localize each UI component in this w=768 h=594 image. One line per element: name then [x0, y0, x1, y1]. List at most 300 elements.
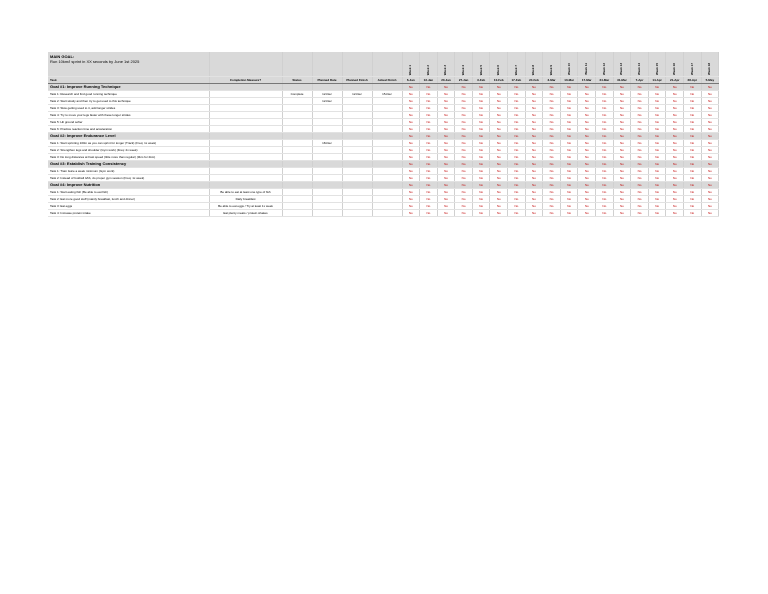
- week-status-cell[interactable]: No: [560, 91, 578, 98]
- week-status-cell[interactable]: No: [437, 175, 455, 182]
- actual-finish-cell[interactable]: [372, 140, 402, 147]
- week-status-cell[interactable]: No: [560, 203, 578, 210]
- week-status-cell[interactable]: No: [525, 119, 543, 126]
- week-status-cell[interactable]: No: [613, 168, 631, 175]
- week-status-cell[interactable]: No: [578, 126, 596, 133]
- week-status-cell[interactable]: No: [490, 126, 508, 133]
- task-label[interactable]: Task 2: Strengthen legs and shoulder (Gym work) (Freq: 2x week): [48, 147, 209, 154]
- week-status-cell[interactable]: No: [596, 91, 614, 98]
- planned-finish-cell[interactable]: 12-Dec: [342, 91, 372, 98]
- week-status-cell[interactable]: No: [684, 210, 702, 217]
- week-status-cell[interactable]: No: [543, 168, 561, 175]
- week-status-cell[interactable]: No: [402, 210, 420, 217]
- week-status-cell[interactable]: No: [684, 154, 702, 161]
- week-status-cell[interactable]: No: [508, 182, 526, 189]
- week-status-cell[interactable]: No: [648, 210, 666, 217]
- week-status-cell[interactable]: No: [560, 189, 578, 196]
- actual-finish-cell[interactable]: [372, 154, 402, 161]
- week-status-cell[interactable]: No: [613, 175, 631, 182]
- actual-finish-cell[interactable]: [372, 126, 402, 133]
- planned-finish-cell[interactable]: [342, 189, 372, 196]
- week-status-cell[interactable]: No: [631, 84, 649, 91]
- week-status-cell[interactable]: No: [490, 196, 508, 203]
- week-status-cell[interactable]: No: [455, 98, 473, 105]
- week-status-cell[interactable]: No: [472, 112, 490, 119]
- completion-measure-cell[interactable]: [209, 168, 282, 175]
- actual-finish-cell[interactable]: [372, 210, 402, 217]
- week-status-cell[interactable]: No: [402, 126, 420, 133]
- week-status-cell[interactable]: No: [420, 147, 438, 154]
- week-status-cell[interactable]: No: [455, 182, 473, 189]
- week-status-cell[interactable]: No: [701, 147, 719, 154]
- week-status-cell[interactable]: No: [420, 161, 438, 168]
- week-status-cell[interactable]: No: [560, 161, 578, 168]
- status-cell[interactable]: [282, 189, 312, 196]
- week-status-cell[interactable]: No: [420, 182, 438, 189]
- planned-finish-cell[interactable]: [342, 98, 372, 105]
- week-status-cell[interactable]: No: [455, 154, 473, 161]
- week-status-cell[interactable]: No: [525, 154, 543, 161]
- week-status-cell[interactable]: No: [402, 189, 420, 196]
- week-status-cell[interactable]: No: [490, 105, 508, 112]
- week-status-cell[interactable]: No: [437, 140, 455, 147]
- planned-finish-cell[interactable]: [342, 126, 372, 133]
- week-status-cell[interactable]: No: [666, 168, 684, 175]
- week-status-cell[interactable]: No: [648, 168, 666, 175]
- planned-date-cell[interactable]: 18-Dec: [312, 140, 342, 147]
- week-status-cell[interactable]: No: [543, 161, 561, 168]
- planned-date-cell[interactable]: [312, 147, 342, 154]
- task-label[interactable]: Task 1: Train twice a week minimum (Gym work): [48, 168, 209, 175]
- task-label[interactable]: Task 5: Hit ground softer: [48, 119, 209, 126]
- week-status-cell[interactable]: No: [666, 189, 684, 196]
- week-status-cell[interactable]: No: [613, 112, 631, 119]
- week-status-cell[interactable]: No: [543, 147, 561, 154]
- status-cell[interactable]: [282, 168, 312, 175]
- planned-finish-cell[interactable]: [342, 119, 372, 126]
- week-status-cell[interactable]: No: [437, 126, 455, 133]
- week-status-cell[interactable]: No: [472, 196, 490, 203]
- week-status-cell[interactable]: No: [613, 119, 631, 126]
- planned-date-cell[interactable]: [312, 175, 342, 182]
- week-status-cell[interactable]: No: [508, 175, 526, 182]
- week-status-cell[interactable]: No: [490, 133, 508, 140]
- week-status-cell[interactable]: No: [648, 161, 666, 168]
- week-status-cell[interactable]: No: [560, 119, 578, 126]
- week-status-cell[interactable]: No: [684, 112, 702, 119]
- week-status-cell[interactable]: No: [701, 98, 719, 105]
- week-status-cell[interactable]: No: [631, 182, 649, 189]
- week-status-cell[interactable]: No: [508, 98, 526, 105]
- week-status-cell[interactable]: No: [508, 140, 526, 147]
- week-status-cell[interactable]: No: [525, 98, 543, 105]
- week-status-cell[interactable]: No: [578, 133, 596, 140]
- week-status-cell[interactable]: No: [472, 210, 490, 217]
- week-status-cell[interactable]: No: [455, 105, 473, 112]
- week-status-cell[interactable]: No: [648, 189, 666, 196]
- week-status-cell[interactable]: No: [543, 105, 561, 112]
- week-status-cell[interactable]: No: [455, 147, 473, 154]
- week-status-cell[interactable]: No: [578, 189, 596, 196]
- week-status-cell[interactable]: No: [525, 161, 543, 168]
- week-status-cell[interactable]: No: [648, 154, 666, 161]
- week-status-cell[interactable]: No: [613, 133, 631, 140]
- week-status-cell[interactable]: No: [543, 84, 561, 91]
- week-status-cell[interactable]: No: [631, 126, 649, 133]
- week-status-cell[interactable]: No: [596, 168, 614, 175]
- week-status-cell[interactable]: No: [472, 182, 490, 189]
- week-status-cell[interactable]: No: [631, 161, 649, 168]
- status-cell[interactable]: [282, 98, 312, 105]
- week-status-cell[interactable]: No: [420, 133, 438, 140]
- week-status-cell[interactable]: No: [613, 210, 631, 217]
- week-status-cell[interactable]: No: [560, 133, 578, 140]
- week-status-cell[interactable]: No: [402, 105, 420, 112]
- week-status-cell[interactable]: No: [666, 203, 684, 210]
- planned-date-cell[interactable]: [312, 189, 342, 196]
- week-status-cell[interactable]: No: [455, 112, 473, 119]
- week-status-cell[interactable]: No: [684, 98, 702, 105]
- week-status-cell[interactable]: No: [455, 140, 473, 147]
- week-status-cell[interactable]: No: [578, 168, 596, 175]
- week-status-cell[interactable]: No: [472, 119, 490, 126]
- week-status-cell[interactable]: No: [560, 147, 578, 154]
- week-status-cell[interactable]: No: [701, 119, 719, 126]
- week-status-cell[interactable]: No: [596, 210, 614, 217]
- week-status-cell[interactable]: No: [560, 175, 578, 182]
- week-status-cell[interactable]: No: [525, 126, 543, 133]
- week-status-cell[interactable]: No: [631, 196, 649, 203]
- week-status-cell[interactable]: No: [701, 175, 719, 182]
- completion-measure-cell[interactable]: Be able to eat at least one type of fish: [209, 189, 282, 196]
- week-status-cell[interactable]: No: [631, 203, 649, 210]
- week-status-cell[interactable]: No: [648, 126, 666, 133]
- week-status-cell[interactable]: No: [437, 98, 455, 105]
- week-status-cell[interactable]: No: [684, 140, 702, 147]
- week-status-cell[interactable]: No: [472, 140, 490, 147]
- planned-date-cell[interactable]: [312, 119, 342, 126]
- week-status-cell[interactable]: No: [543, 203, 561, 210]
- week-status-cell[interactable]: No: [648, 112, 666, 119]
- week-status-cell[interactable]: No: [402, 203, 420, 210]
- completion-measure-cell[interactable]: [209, 140, 282, 147]
- week-status-cell[interactable]: No: [613, 154, 631, 161]
- week-status-cell[interactable]: No: [472, 98, 490, 105]
- week-status-cell[interactable]: No: [525, 91, 543, 98]
- week-status-cell[interactable]: No: [455, 133, 473, 140]
- status-cell[interactable]: Complete: [282, 91, 312, 98]
- week-status-cell[interactable]: No: [525, 112, 543, 119]
- week-status-cell[interactable]: No: [543, 119, 561, 126]
- week-status-cell[interactable]: No: [701, 210, 719, 217]
- week-status-cell[interactable]: No: [525, 133, 543, 140]
- week-status-cell[interactable]: No: [437, 203, 455, 210]
- week-status-cell[interactable]: No: [508, 210, 526, 217]
- week-status-cell[interactable]: No: [490, 189, 508, 196]
- week-status-cell[interactable]: No: [578, 98, 596, 105]
- week-status-cell[interactable]: No: [560, 105, 578, 112]
- week-status-cell[interactable]: No: [648, 91, 666, 98]
- week-status-cell[interactable]: No: [596, 154, 614, 161]
- week-status-cell[interactable]: No: [508, 119, 526, 126]
- week-status-cell[interactable]: No: [437, 168, 455, 175]
- week-status-cell[interactable]: No: [596, 175, 614, 182]
- planned-date-cell[interactable]: [312, 112, 342, 119]
- week-status-cell[interactable]: No: [455, 189, 473, 196]
- week-status-cell[interactable]: No: [613, 84, 631, 91]
- status-cell[interactable]: [282, 175, 312, 182]
- week-status-cell[interactable]: No: [684, 84, 702, 91]
- week-status-cell[interactable]: No: [490, 91, 508, 98]
- week-status-cell[interactable]: No: [543, 98, 561, 105]
- actual-finish-cell[interactable]: [372, 105, 402, 112]
- week-status-cell[interactable]: No: [666, 175, 684, 182]
- status-cell[interactable]: [282, 105, 312, 112]
- week-status-cell[interactable]: No: [666, 161, 684, 168]
- week-status-cell[interactable]: No: [560, 154, 578, 161]
- actual-finish-cell[interactable]: [372, 112, 402, 119]
- week-status-cell[interactable]: No: [560, 84, 578, 91]
- week-status-cell[interactable]: No: [525, 105, 543, 112]
- week-status-cell[interactable]: No: [684, 119, 702, 126]
- completion-measure-cell[interactable]: [209, 119, 282, 126]
- week-status-cell[interactable]: No: [455, 119, 473, 126]
- week-status-cell[interactable]: No: [543, 126, 561, 133]
- week-status-cell[interactable]: No: [455, 168, 473, 175]
- week-status-cell[interactable]: No: [402, 161, 420, 168]
- week-status-cell[interactable]: No: [596, 189, 614, 196]
- week-status-cell[interactable]: No: [631, 147, 649, 154]
- week-status-cell[interactable]: No: [631, 112, 649, 119]
- week-status-cell[interactable]: No: [402, 196, 420, 203]
- week-status-cell[interactable]: No: [420, 203, 438, 210]
- week-status-cell[interactable]: No: [666, 105, 684, 112]
- week-status-cell[interactable]: No: [508, 203, 526, 210]
- week-status-cell[interactable]: No: [631, 98, 649, 105]
- week-status-cell[interactable]: No: [420, 105, 438, 112]
- week-status-cell[interactable]: No: [437, 112, 455, 119]
- week-status-cell[interactable]: No: [420, 84, 438, 91]
- week-status-cell[interactable]: No: [437, 84, 455, 91]
- completion-measure-cell[interactable]: [209, 98, 282, 105]
- week-status-cell[interactable]: No: [631, 119, 649, 126]
- week-status-cell[interactable]: No: [666, 147, 684, 154]
- week-status-cell[interactable]: No: [560, 140, 578, 147]
- week-status-cell[interactable]: No: [437, 154, 455, 161]
- planned-date-cell[interactable]: [312, 196, 342, 203]
- week-status-cell[interactable]: No: [437, 133, 455, 140]
- week-status-cell[interactable]: No: [543, 133, 561, 140]
- week-status-cell[interactable]: No: [631, 133, 649, 140]
- actual-finish-cell[interactable]: [372, 189, 402, 196]
- week-status-cell[interactable]: No: [648, 119, 666, 126]
- week-status-cell[interactable]: No: [701, 196, 719, 203]
- week-status-cell[interactable]: No: [525, 210, 543, 217]
- week-status-cell[interactable]: No: [508, 126, 526, 133]
- week-status-cell[interactable]: No: [701, 203, 719, 210]
- week-status-cell[interactable]: No: [631, 210, 649, 217]
- week-status-cell[interactable]: No: [666, 210, 684, 217]
- week-status-cell[interactable]: No: [402, 112, 420, 119]
- week-status-cell[interactable]: No: [648, 133, 666, 140]
- week-status-cell[interactable]: No: [701, 189, 719, 196]
- week-status-cell[interactable]: No: [472, 91, 490, 98]
- week-status-cell[interactable]: No: [472, 203, 490, 210]
- week-status-cell[interactable]: No: [701, 105, 719, 112]
- week-status-cell[interactable]: No: [596, 196, 614, 203]
- week-status-cell[interactable]: No: [437, 147, 455, 154]
- week-status-cell[interactable]: No: [701, 133, 719, 140]
- week-status-cell[interactable]: No: [472, 84, 490, 91]
- week-status-cell[interactable]: No: [472, 105, 490, 112]
- week-status-cell[interactable]: No: [455, 203, 473, 210]
- week-status-cell[interactable]: No: [613, 189, 631, 196]
- week-status-cell[interactable]: No: [596, 126, 614, 133]
- week-status-cell[interactable]: No: [490, 182, 508, 189]
- task-label[interactable]: Task 4: Increase protein intake: [48, 210, 209, 217]
- week-status-cell[interactable]: No: [578, 210, 596, 217]
- week-status-cell[interactable]: No: [525, 189, 543, 196]
- task-label[interactable]: Task 1: Start eating fish (Be able to eat fish): [48, 189, 209, 196]
- week-status-cell[interactable]: No: [648, 98, 666, 105]
- week-status-cell[interactable]: No: [596, 161, 614, 168]
- week-status-cell[interactable]: No: [666, 126, 684, 133]
- week-status-cell[interactable]: No: [631, 140, 649, 147]
- planned-date-cell[interactable]: [312, 126, 342, 133]
- week-status-cell[interactable]: No: [420, 168, 438, 175]
- status-cell[interactable]: [282, 112, 312, 119]
- planned-finish-cell[interactable]: [342, 105, 372, 112]
- week-status-cell[interactable]: No: [684, 161, 702, 168]
- week-status-cell[interactable]: No: [701, 91, 719, 98]
- week-status-cell[interactable]: No: [543, 175, 561, 182]
- completion-measure-cell[interactable]: [209, 147, 282, 154]
- week-status-cell[interactable]: No: [666, 84, 684, 91]
- week-status-cell[interactable]: No: [472, 126, 490, 133]
- week-status-cell[interactable]: No: [613, 91, 631, 98]
- week-status-cell[interactable]: No: [420, 91, 438, 98]
- week-status-cell[interactable]: No: [578, 161, 596, 168]
- week-status-cell[interactable]: No: [508, 161, 526, 168]
- week-status-cell[interactable]: No: [437, 182, 455, 189]
- week-status-cell[interactable]: No: [666, 133, 684, 140]
- week-status-cell[interactable]: No: [578, 119, 596, 126]
- week-status-cell[interactable]: No: [472, 175, 490, 182]
- week-status-cell[interactable]: No: [684, 168, 702, 175]
- week-status-cell[interactable]: No: [648, 203, 666, 210]
- week-status-cell[interactable]: No: [402, 154, 420, 161]
- week-status-cell[interactable]: No: [490, 154, 508, 161]
- week-status-cell[interactable]: No: [596, 203, 614, 210]
- week-status-cell[interactable]: No: [543, 196, 561, 203]
- planned-finish-cell[interactable]: [342, 168, 372, 175]
- actual-finish-cell[interactable]: [372, 119, 402, 126]
- week-status-cell[interactable]: No: [613, 147, 631, 154]
- week-status-cell[interactable]: No: [701, 84, 719, 91]
- completion-measure-cell[interactable]: [209, 175, 282, 182]
- week-status-cell[interactable]: No: [684, 189, 702, 196]
- week-status-cell[interactable]: No: [666, 98, 684, 105]
- week-status-cell[interactable]: No: [402, 140, 420, 147]
- week-status-cell[interactable]: No: [578, 182, 596, 189]
- week-status-cell[interactable]: No: [455, 210, 473, 217]
- planned-finish-cell[interactable]: [342, 112, 372, 119]
- week-status-cell[interactable]: No: [543, 91, 561, 98]
- planned-finish-cell[interactable]: [342, 154, 372, 161]
- week-status-cell[interactable]: No: [613, 126, 631, 133]
- week-status-cell[interactable]: No: [455, 126, 473, 133]
- week-status-cell[interactable]: No: [701, 161, 719, 168]
- week-status-cell[interactable]: No: [402, 119, 420, 126]
- week-status-cell[interactable]: No: [508, 84, 526, 91]
- week-status-cell[interactable]: No: [420, 98, 438, 105]
- week-status-cell[interactable]: No: [525, 203, 543, 210]
- week-status-cell[interactable]: No: [684, 126, 702, 133]
- week-status-cell[interactable]: No: [666, 196, 684, 203]
- week-status-cell[interactable]: No: [402, 175, 420, 182]
- status-cell[interactable]: [282, 154, 312, 161]
- week-status-cell[interactable]: No: [578, 84, 596, 91]
- task-label[interactable]: Task 1: Research and find good running technique: [48, 91, 209, 98]
- week-status-cell[interactable]: No: [560, 182, 578, 189]
- week-status-cell[interactable]: No: [508, 168, 526, 175]
- week-status-cell[interactable]: No: [420, 140, 438, 147]
- week-status-cell[interactable]: No: [472, 161, 490, 168]
- week-status-cell[interactable]: No: [455, 91, 473, 98]
- week-status-cell[interactable]: No: [543, 112, 561, 119]
- week-status-cell[interactable]: No: [543, 210, 561, 217]
- week-status-cell[interactable]: No: [525, 147, 543, 154]
- planned-finish-cell[interactable]: [342, 140, 372, 147]
- week-status-cell[interactable]: No: [613, 182, 631, 189]
- week-status-cell[interactable]: No: [490, 119, 508, 126]
- week-status-cell[interactable]: No: [420, 175, 438, 182]
- week-status-cell[interactable]: No: [420, 196, 438, 203]
- task-label[interactable]: Task 6: Practice reaction time and acceleration: [48, 126, 209, 133]
- task-label[interactable]: Task 2: Start slowly and then try to get used to this technique: [48, 98, 209, 105]
- week-status-cell[interactable]: No: [402, 84, 420, 91]
- week-status-cell[interactable]: No: [490, 98, 508, 105]
- actual-finish-cell[interactable]: [372, 98, 402, 105]
- planned-date-cell[interactable]: [312, 203, 342, 210]
- week-status-cell[interactable]: No: [420, 210, 438, 217]
- week-status-cell[interactable]: No: [666, 91, 684, 98]
- task-label[interactable]: Task 2: Instead of football 4AS, do proper gym session (Freq: 1x week): [48, 175, 209, 182]
- week-status-cell[interactable]: No: [613, 196, 631, 203]
- week-status-cell[interactable]: No: [508, 147, 526, 154]
- week-status-cell[interactable]: No: [560, 126, 578, 133]
- week-status-cell[interactable]: No: [596, 112, 614, 119]
- week-status-cell[interactable]: No: [684, 196, 702, 203]
- week-status-cell[interactable]: No: [508, 105, 526, 112]
- task-label[interactable]: Task 2: Eat more good stuff (mainly breakfast, lunch and dinner): [48, 196, 209, 203]
- actual-finish-cell[interactable]: [372, 168, 402, 175]
- planned-date-cell[interactable]: [312, 154, 342, 161]
- week-status-cell[interactable]: No: [648, 182, 666, 189]
- week-status-cell[interactable]: No: [525, 182, 543, 189]
- week-status-cell[interactable]: No: [578, 91, 596, 98]
- week-status-cell[interactable]: No: [437, 210, 455, 217]
- week-status-cell[interactable]: No: [648, 196, 666, 203]
- week-status-cell[interactable]: No: [578, 147, 596, 154]
- week-status-cell[interactable]: No: [684, 147, 702, 154]
- status-cell[interactable]: [282, 210, 312, 217]
- planned-date-cell[interactable]: [312, 105, 342, 112]
- task-label[interactable]: Task 1: Start sprinting 100m as you can sprint for longer (Track) (Freq: 1x week): [48, 140, 209, 147]
- planned-finish-cell[interactable]: [342, 203, 372, 210]
- week-status-cell[interactable]: No: [578, 140, 596, 147]
- week-status-cell[interactable]: No: [402, 182, 420, 189]
